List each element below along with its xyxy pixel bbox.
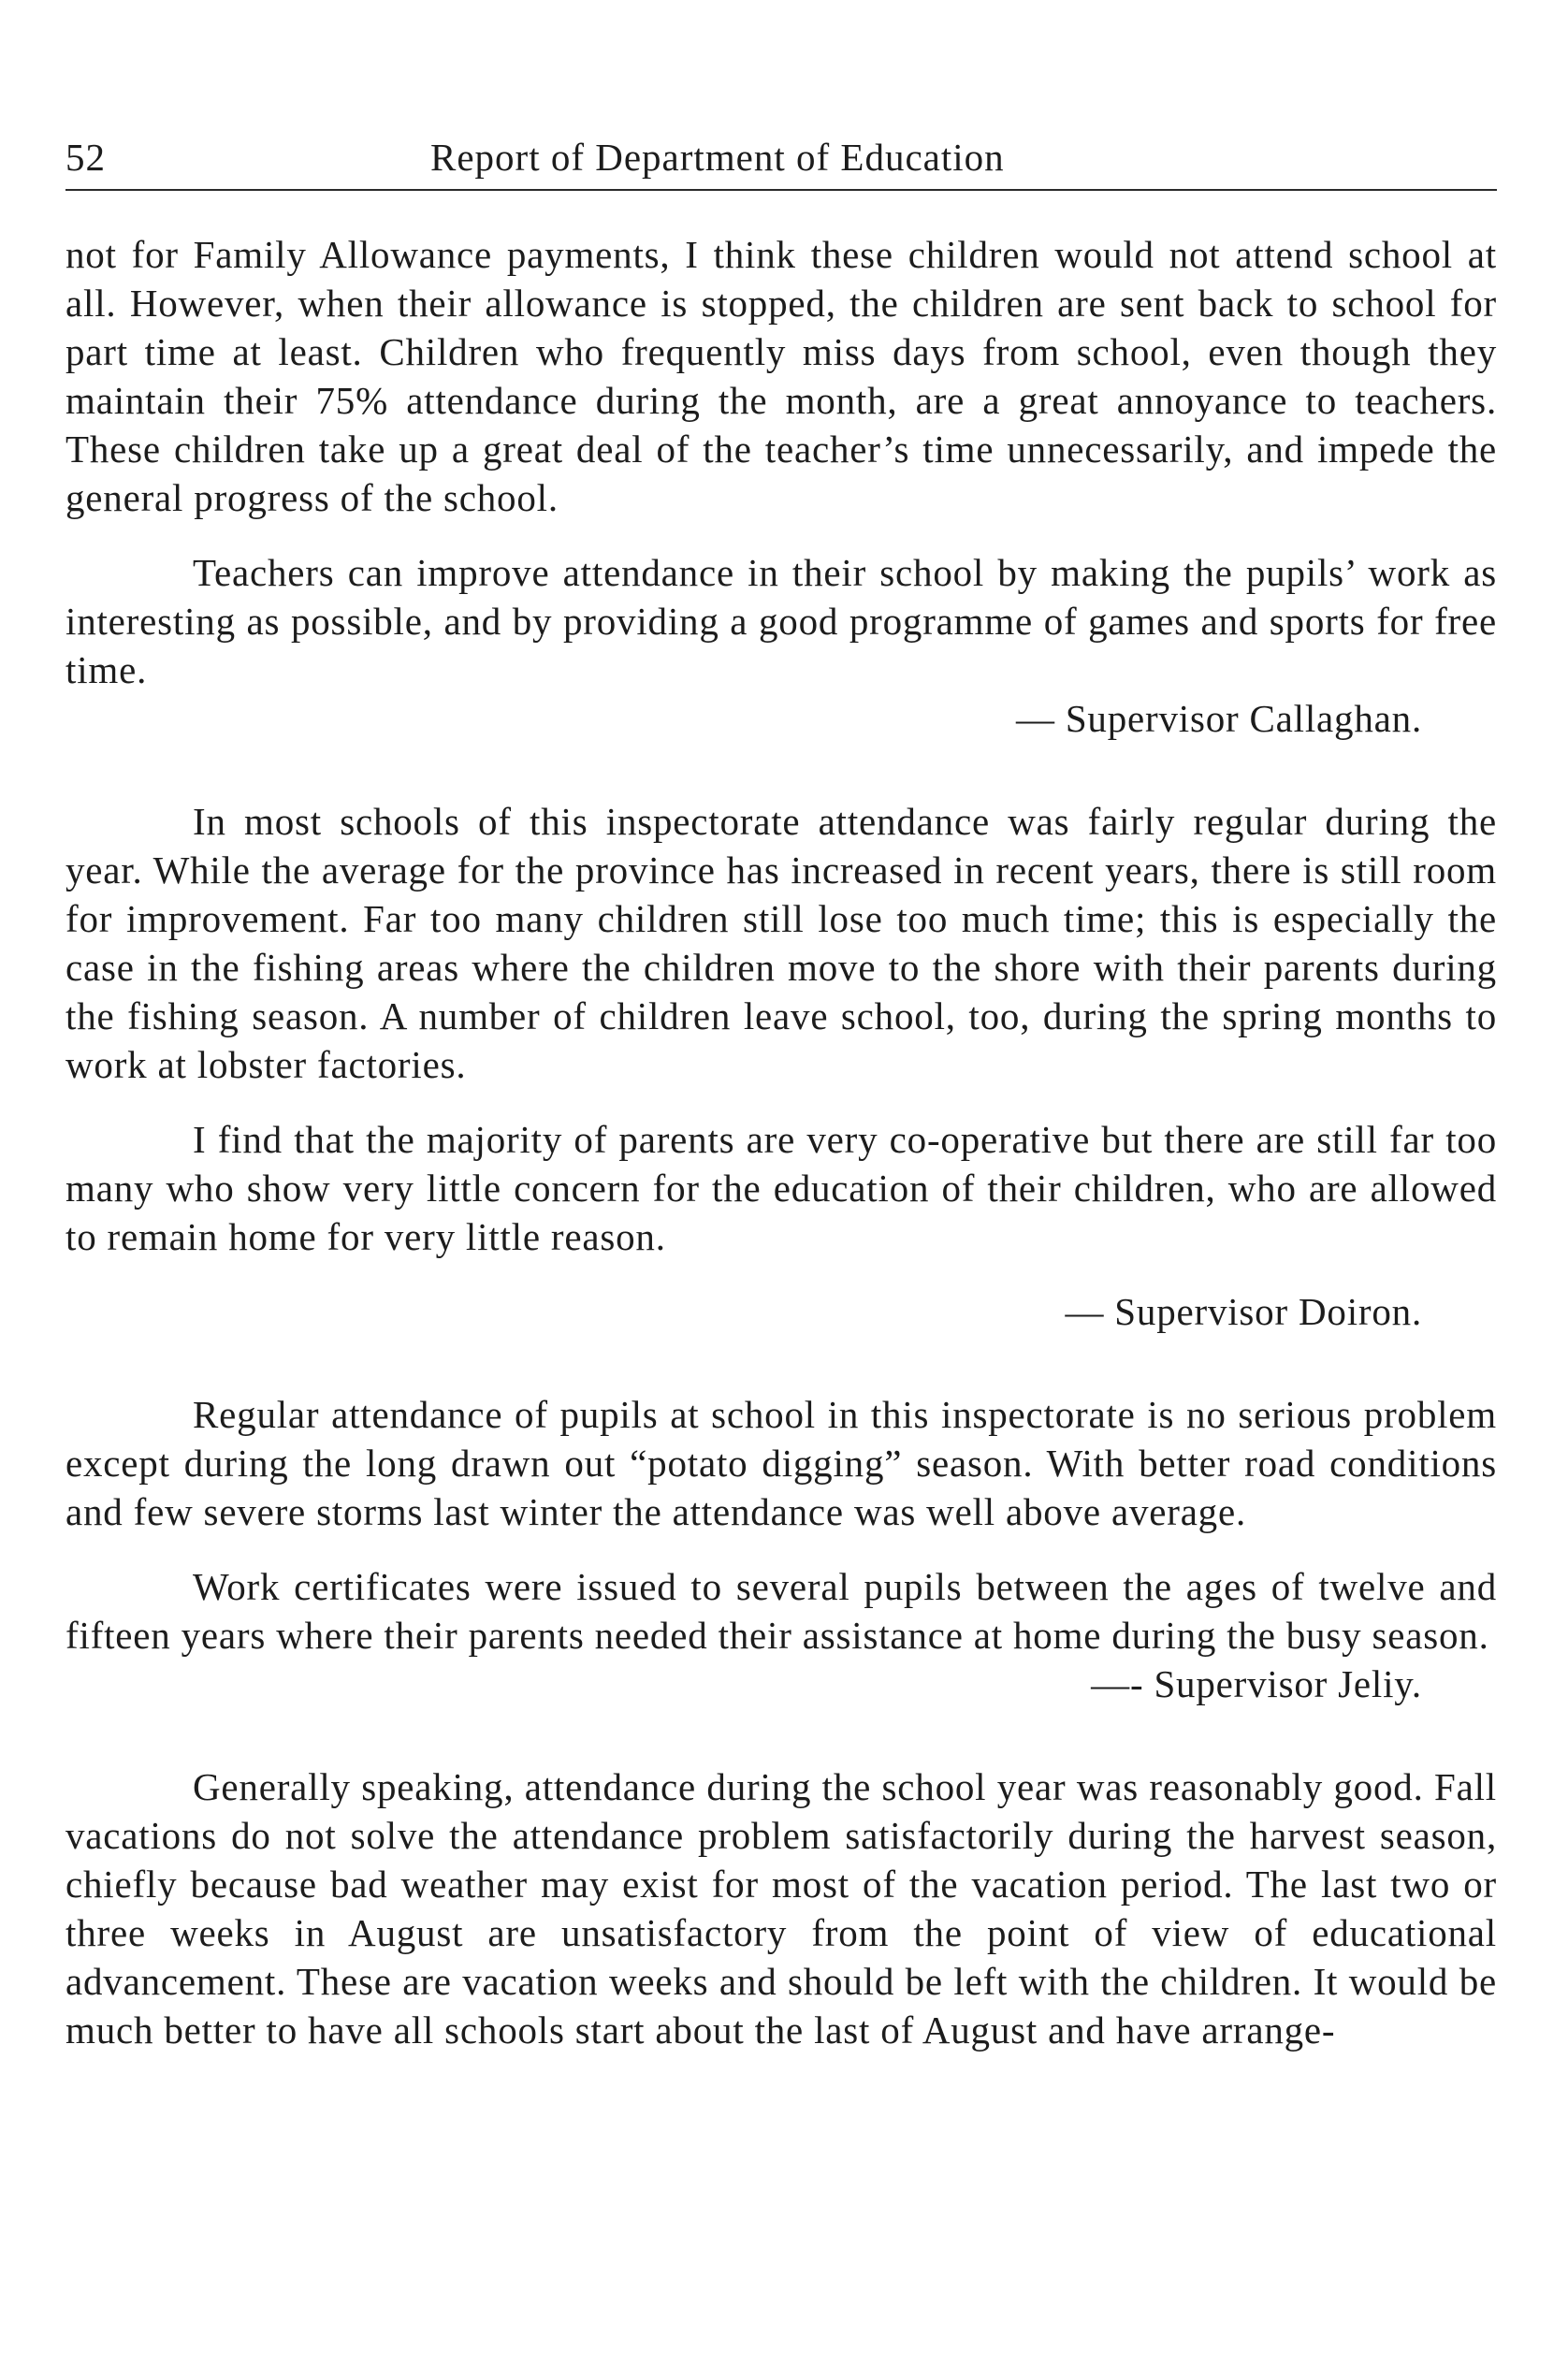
paragraph-continuation: not for Family Allowance payments, I think these children would not attend school at all. However, when their allowance is stopped, the children are sent back to school for part time at least. Children who frequently miss days from school, even though they maintain their 75% attendance during the month, are a great annoyance to teachers. These children take up a great deal of the teacher’s time unnecessarily, and impede the general progress of the school. [65, 233, 1497, 519]
body-text [65, 230, 1497, 2054]
running-head [65, 129, 1497, 185]
signature-callaghan: — Supervisor Callaghan. [1015, 697, 1422, 740]
header-rule [65, 189, 1497, 191]
signature-jeliy: —- Supervisor Jeliy. [1091, 1662, 1422, 1705]
paragraph: I find that the majority of parents are very co-operative but there are still far too many who show very little concern for the education of their children, who are allowed to remain home for very little reason. [65, 1118, 1497, 1258]
document-page [65, 0, 1497, 2378]
page-number: 52 [65, 136, 106, 179]
signature-doiron: — Supervisor Doiron. [1065, 1290, 1422, 1333]
paragraph: Regular attendance of pupils at school in this inspectorate is no serious problem except during the long drawn out “potato digging” season. With better road conditions and few severe storms last winter the attendance was well above average. [65, 1393, 1497, 1533]
running-title: Report of Department of Education [430, 136, 1005, 179]
paragraph: Work certificates were issued to several pupils between the ages of twelve and fifteen years where their parents needed their assistance at home during the busy season. [65, 1565, 1497, 1657]
paragraph: Teachers can improve attendance in their school by making the pupils’ work as interesting as possible, and by providing a good programme of games and sports for free time. [65, 551, 1497, 691]
paragraph: Generally speaking, attendance during the school year was reasonably good. Fall vacations do not solve the attendance problem satisfactorily during the harvest season, chiefly because bad weather may exist for most of the vacation period. The last two or three weeks in August are unsatisfactory from the point of view of educational advancement. These are vacation weeks and should be left with the children. It would be much better to have all schools start about the last of August and have arrange- [65, 1765, 1497, 2052]
paragraph: In most schools of this inspectorate attendance was fairly regular during the year. While the average for the province has increased in recent years, there is still room for improvement. Far too many children still lose too much time; this is especially the case in the fishing areas where the children move to the shore with their parents during the fishing season. A number of children leave school, too, during the spring months to work at lobster factories. [65, 800, 1497, 1086]
